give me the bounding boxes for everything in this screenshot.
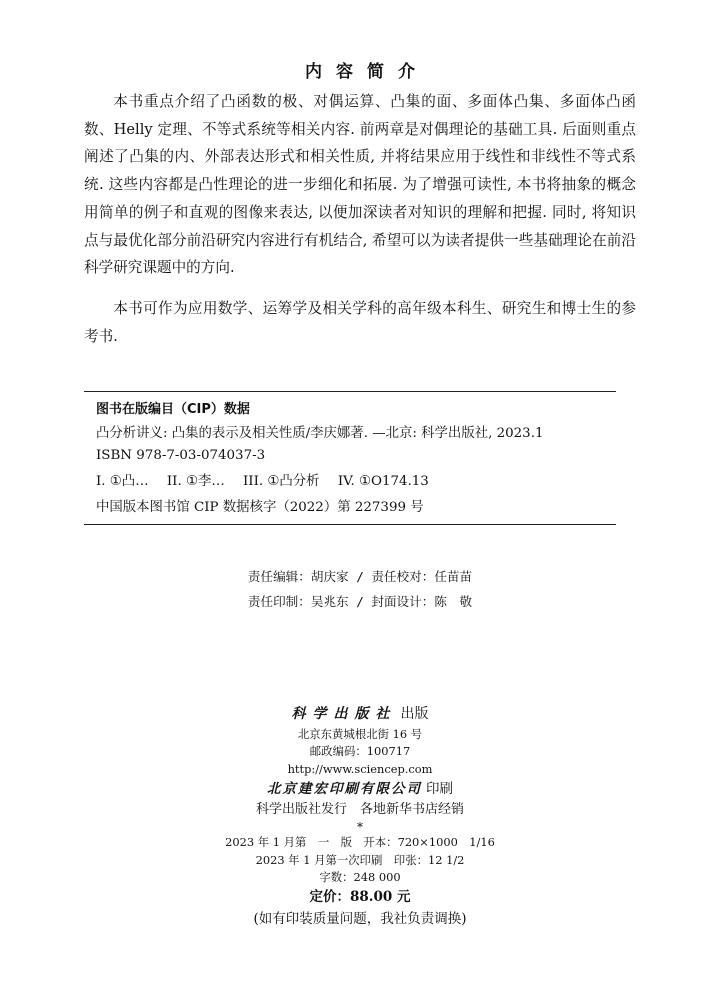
cip-heading: 图书在版编目（CIP）数据 (96, 402, 250, 417)
cip-class-item: IV. ①O174.13 (337, 474, 429, 489)
price-value: 88.00 元 (350, 889, 411, 906)
printer-line (0, 778, 720, 800)
cip-isbn: ISBN 978-7-03-074037-3 (96, 448, 266, 463)
distribution-line: 科学出版社发行 各地新华书店经销 (255, 802, 464, 818)
cip-class-item: I. ①凸… (96, 474, 149, 489)
printing-line: 2023 年 1 月第一次印刷 印张：12 1/2 (255, 852, 465, 867)
cip-class-item: III. ①凸分析 (243, 474, 320, 489)
cip-book-line: 凸分析讲义: 凸集的表示及相关性质/李庆娜著. —北京: 科学出版社, 2023.1 (96, 426, 544, 441)
publisher-website: http://www.sciencep.com (287, 761, 433, 776)
publisher-line (0, 703, 720, 726)
imprint-block (0, 703, 720, 930)
cip-classification (96, 470, 616, 494)
printer-name: 北京建宏印刷有限公司 (267, 781, 422, 798)
summary-title: 内容简介 (305, 62, 429, 82)
publisher-address: 北京东黄城根北街 16 号 (297, 727, 423, 741)
publisher-name: 科学出版社 (291, 706, 397, 722)
summary-paragraph-1: 本书重点介绍了凸函数的极、对偶运算、凸集的面、多面体凸集、多面体凸函数、Helly 定理、不等式系统等相关内容. 前两章是对偶理论的基础工具. 后面则重点阐述了凸集的内、外部表达形式和相关性质, 并将结果应用于线性和非线性不等式系统. 这些内容都是凸性理论的进一步细化和拓展. 为了增强可读性, 本书将抽象的概念用简单的例子和直观的图像来表达, 以便加深读者对知识的理解和把握. 同时, 将知识点与最优化部分前沿研究内容进行有机结合, 希望可以为读者提供一些基础理论在前沿科学研究课题中的方向. (84, 93, 636, 277)
word-count-line: 字数：248 000 (319, 870, 401, 885)
summary-paragraph-2: 本书可作为应用数学、运筹学及相关学科的高年级本科生、研究生和博士生的参考书. (84, 300, 636, 345)
separator-star: * (357, 820, 363, 835)
quality-notice: (如有印装质量问题，我社负责调换) (253, 911, 467, 928)
staff-line-production: 责任印制：吴兆东 / 封面设计：陈 敬 (247, 594, 473, 609)
cip-block (84, 391, 616, 525)
price-label: 定价： (309, 889, 350, 906)
cip-verification: 中国版本图书馆 CIP 数据核字（2022）第 227399 号 (96, 500, 424, 515)
publisher-postcode: 邮政编码：100717 (309, 744, 411, 759)
publisher-suffix: 出版 (400, 706, 429, 722)
staff-line-editors: 责任编辑：胡庆家 / 责任校对：任苗苗 (247, 569, 473, 584)
printer-suffix: 印刷 (426, 781, 453, 798)
price-line (0, 886, 720, 908)
edition-line: 2023 年 1 月第 一 版 开本：720×1000 1/16 (225, 835, 495, 850)
cip-class-item: II. ①李… (166, 474, 225, 489)
